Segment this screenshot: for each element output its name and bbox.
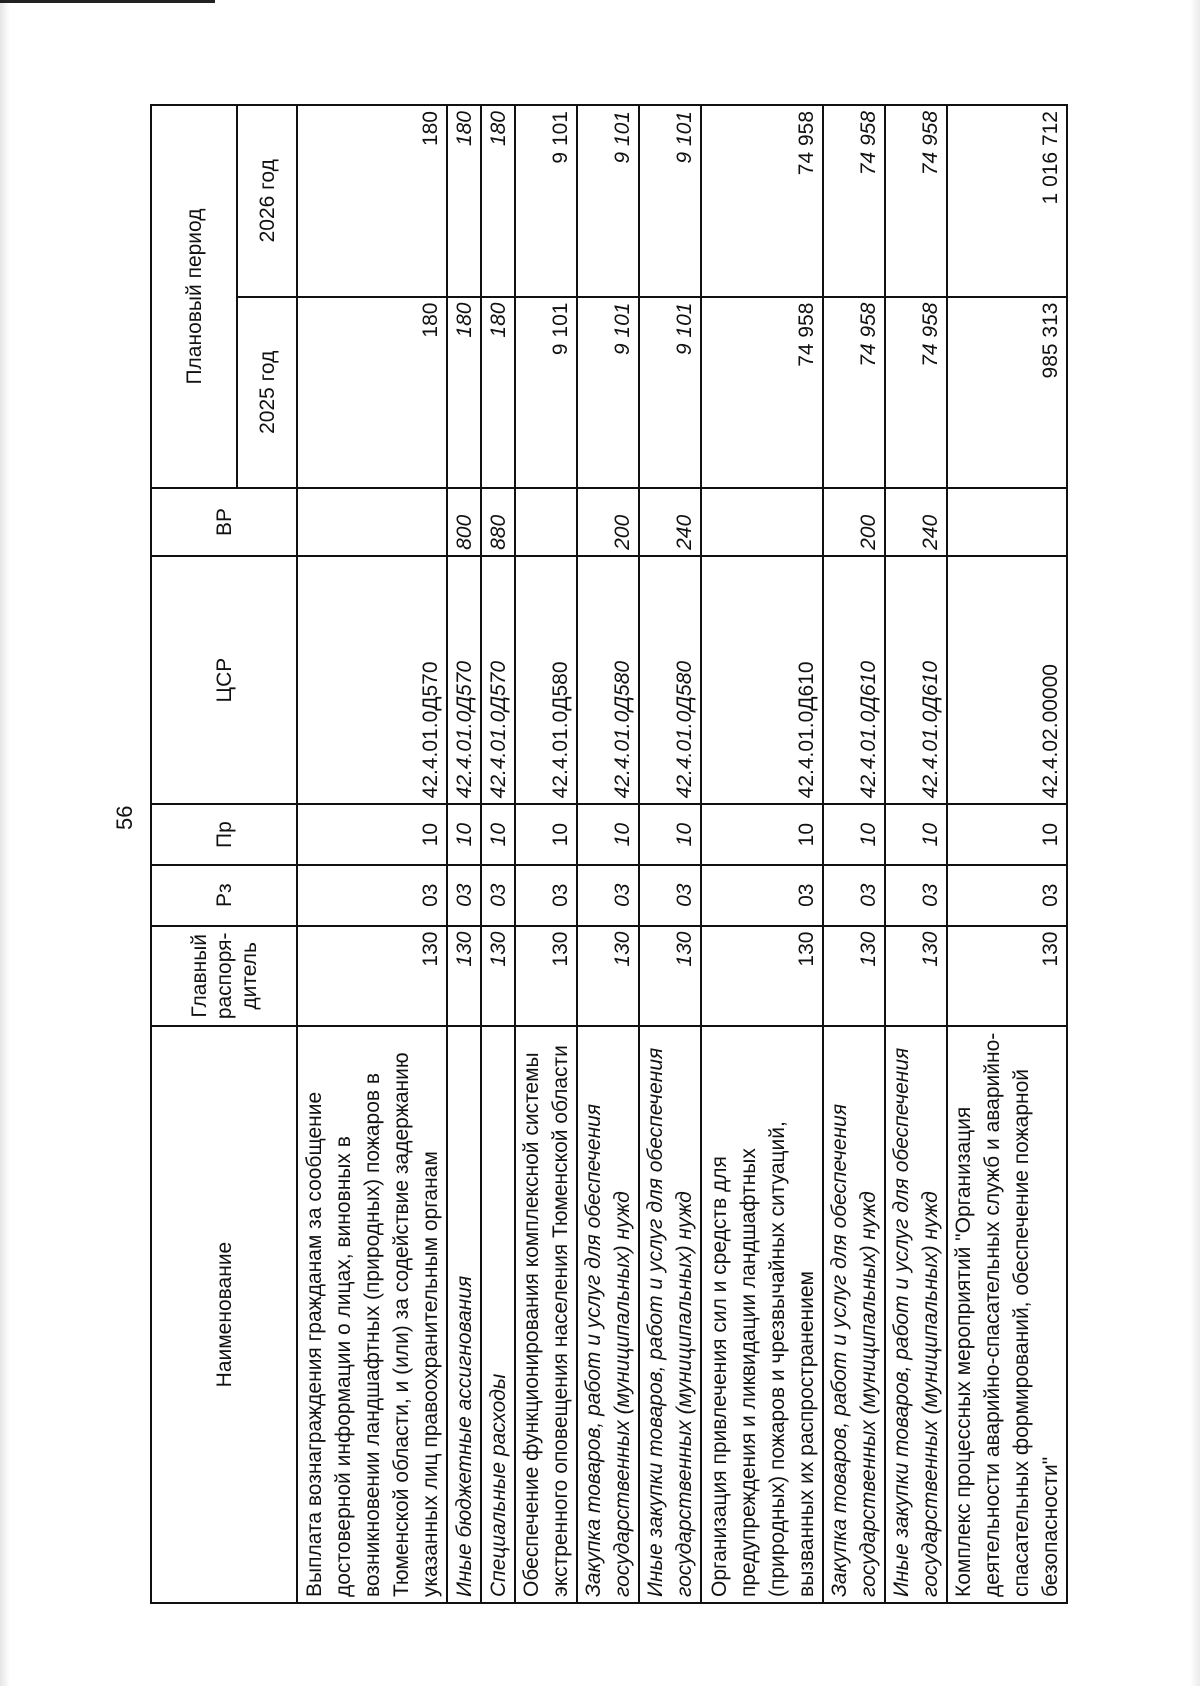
cell-name: Выплата вознаграждения гражданам за сообщение достоверной информации о лицах, виновных в возникновении ландшафтных (природных) пожаров в Тюменской области, и (или) за содействие задержанию указанных лиц правоохранительным органам	[297, 1026, 447, 1603]
cell-target-article: 42.4.01.0Д580	[639, 556, 701, 804]
cell-section: 03	[701, 865, 823, 926]
cell-name: Иные бюджетные ассигнования	[447, 1026, 481, 1603]
table-row	[297, 105, 447, 1603]
cell-year-2025: 180	[447, 297, 481, 488]
cell-main-manager: 130	[481, 926, 515, 1027]
cell-section: 03	[639, 865, 701, 926]
cell-name: Иные закупки товаров, работ и услуг для обеспечения государственных (муниципальных) нужд	[885, 1026, 947, 1603]
cell-year-2025: 180	[297, 297, 447, 488]
cell-expense-type	[515, 488, 577, 556]
cell-section: 03	[515, 865, 577, 926]
cell-name: Комплекс процессных мероприятий "Организация деятельности аварийно-спасательных служб и аварийно-спасательных формирований, обеспечение пожарной безопасности"	[947, 1026, 1067, 1603]
cell-target-article: 42.4.01.0Д610	[701, 556, 823, 804]
cell-year-2026: 74 958	[701, 105, 823, 297]
cell-year-2025: 9 101	[577, 297, 639, 488]
cell-section: 03	[577, 865, 639, 926]
cell-section: 03	[297, 865, 447, 926]
cell-main-manager: 130	[515, 926, 577, 1027]
cell-subsection: 10	[515, 804, 577, 865]
table-header-row	[151, 105, 237, 1603]
cell-target-article: 42.4.01.0Д610	[885, 556, 947, 804]
cell-name: Иные закупки товаров, работ и услуг для обеспечения государственных (муниципальных) нужд	[639, 1026, 701, 1603]
cell-subsection: 10	[481, 804, 515, 865]
cell-year-2026: 1 016 712	[947, 105, 1067, 297]
table-row	[885, 105, 947, 1603]
cell-year-2026: 180	[297, 105, 447, 297]
table-row	[947, 105, 1067, 1603]
cell-target-article: 42.4.01.0Д610	[823, 556, 885, 804]
cell-main-manager: 130	[577, 926, 639, 1027]
cell-name: Организация привлечения сил и средств для предупреждения и ликвидации ландшафтных (природных) пожаров и чрезвычайных ситуаций, вызванных их распространением	[701, 1026, 823, 1603]
cell-main-manager: 130	[823, 926, 885, 1027]
cell-subsection: 10	[823, 804, 885, 865]
cell-section: 03	[885, 865, 947, 926]
cell-name: Закупка товаров, работ и услуг для обеспечения государственных (муниципальных) нужд	[577, 1026, 639, 1603]
cell-section: 03	[447, 865, 481, 926]
cell-year-2025: 985 313	[947, 297, 1067, 488]
cell-year-2025: 180	[481, 297, 515, 488]
cell-target-article: 42.4.02.00000	[947, 556, 1067, 804]
header-section: Рз	[151, 865, 297, 926]
header-subsection: Пр	[151, 804, 297, 865]
header-expense-type: ВР	[151, 488, 297, 556]
cell-year-2026: 180	[447, 105, 481, 297]
table-row	[701, 105, 823, 1603]
table-row	[447, 105, 481, 1603]
cell-year-2026: 9 101	[639, 105, 701, 297]
cell-subsection: 10	[885, 804, 947, 865]
header-main-manager: Главный распоря-дитель	[151, 926, 297, 1027]
rotated-table-container	[150, 104, 1062, 1604]
cell-name: Закупка товаров, работ и услуг для обеспечения государственных (муниципальных) нужд	[823, 1026, 885, 1603]
cell-year-2025: 74 958	[701, 297, 823, 488]
cell-year-2026: 9 101	[577, 105, 639, 297]
cell-main-manager: 130	[297, 926, 447, 1027]
table-row	[639, 105, 701, 1603]
table-row	[481, 105, 515, 1603]
table-row	[515, 105, 577, 1603]
scan-border-mark	[0, 0, 215, 3]
table-row	[823, 105, 885, 1603]
cell-expense-type: 800	[447, 488, 481, 556]
header-target-article: ЦСР	[151, 556, 297, 804]
cell-section: 03	[823, 865, 885, 926]
budget-table	[150, 104, 1068, 1604]
cell-year-2026: 9 101	[515, 105, 577, 297]
cell-year-2026: 180	[481, 105, 515, 297]
header-planned-period: Плановый период	[151, 105, 237, 488]
page-number: 56	[112, 805, 137, 830]
cell-target-article: 42.4.01.0Д580	[515, 556, 577, 804]
cell-expense-type: 240	[885, 488, 947, 556]
cell-expense-type: 240	[639, 488, 701, 556]
cell-expense-type	[701, 488, 823, 556]
cell-subsection: 10	[447, 804, 481, 865]
table-row	[577, 105, 639, 1603]
cell-subsection: 10	[297, 804, 447, 865]
cell-target-article: 42.4.01.0Д570	[447, 556, 481, 804]
cell-subsection: 10	[639, 804, 701, 865]
cell-name: Специальные расходы	[481, 1026, 515, 1603]
cell-year-2025: 74 958	[823, 297, 885, 488]
cell-year-2026: 74 958	[885, 105, 947, 297]
cell-target-article: 42.4.01.0Д570	[297, 556, 447, 804]
cell-name: Обеспечение функционирования комплексной системы экстренного оповещения населения Тюменской области	[515, 1026, 577, 1603]
scan-edge-shadow-left	[0, 0, 10, 1686]
cell-subsection: 10	[577, 804, 639, 865]
cell-year-2025: 9 101	[515, 297, 577, 488]
header-year-2025: 2025 год	[237, 297, 297, 488]
cell-main-manager: 130	[639, 926, 701, 1027]
cell-expense-type	[297, 488, 447, 556]
scan-edge-shadow-right	[1190, 0, 1200, 1686]
header-name: Наименование	[151, 1026, 297, 1603]
cell-target-article: 42.4.01.0Д580	[577, 556, 639, 804]
cell-expense-type	[947, 488, 1067, 556]
cell-section: 03	[481, 865, 515, 926]
cell-main-manager: 130	[701, 926, 823, 1027]
cell-year-2025: 74 958	[885, 297, 947, 488]
cell-year-2025: 9 101	[639, 297, 701, 488]
cell-section: 03	[947, 865, 1067, 926]
cell-target-article: 42.4.01.0Д570	[481, 556, 515, 804]
cell-expense-type: 200	[577, 488, 639, 556]
header-year-2026: 2026 год	[237, 105, 297, 297]
cell-expense-type: 880	[481, 488, 515, 556]
cell-subsection: 10	[701, 804, 823, 865]
cell-main-manager: 130	[947, 926, 1067, 1027]
cell-subsection: 10	[947, 804, 1067, 865]
cell-main-manager: 130	[447, 926, 481, 1027]
cell-main-manager: 130	[885, 926, 947, 1027]
cell-year-2026: 74 958	[823, 105, 885, 297]
cell-expense-type: 200	[823, 488, 885, 556]
